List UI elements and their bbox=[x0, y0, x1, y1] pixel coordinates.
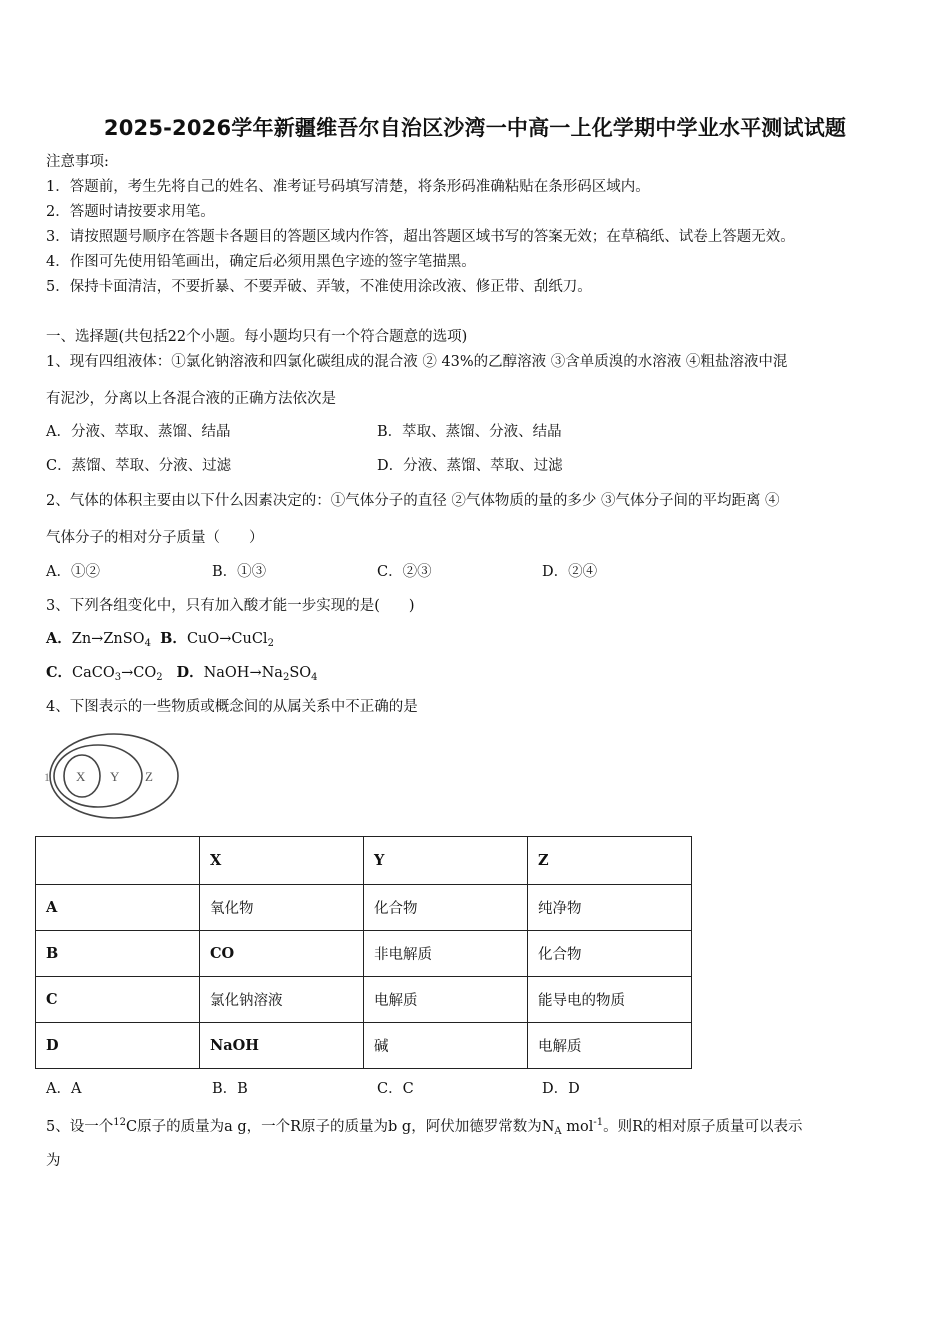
q3-options-ab bbox=[46, 629, 274, 654]
q3-option-c-sub1: 3 bbox=[114, 672, 122, 683]
q1-option-c: C．蒸馏、萃取、分液、过滤 bbox=[46, 458, 232, 474]
q2-stem-line1: 2、气体的体积主要由以下什么因素决定的：①气体分子的直径 ②气体物质的量的多少 ③气体分子间的平均距离 ④ bbox=[46, 493, 780, 509]
table-cell: 氧化物 bbox=[200, 885, 364, 931]
q3-option-c-label: C． bbox=[46, 664, 73, 681]
q4-option-c: C．C bbox=[377, 1081, 414, 1097]
q3-option-c-sub2: 2 bbox=[156, 672, 163, 683]
q3-option-c-text1: CaCO bbox=[72, 665, 115, 681]
venn-label-x: X bbox=[76, 769, 86, 784]
q5-text-2: C原子的质量为a g，一个R原子的质量为b g，阿伏加德罗常数为N bbox=[125, 1119, 555, 1135]
q5-text-4: 。则R的相对原子质量可以表示 bbox=[603, 1119, 803, 1135]
q4-option-d: D．D bbox=[542, 1081, 580, 1097]
table-cell: A bbox=[36, 885, 200, 931]
q4-option-b: B．B bbox=[212, 1081, 248, 1097]
note-item-4: 4．作图可先使用铅笔画出，确定后必须用黑色字迹的签字笔描黑。 bbox=[46, 254, 476, 270]
q2-option-b: B．①③ bbox=[212, 564, 267, 580]
table-header-y: Y bbox=[364, 837, 528, 885]
table-cell: B bbox=[36, 931, 200, 977]
table-cell: 纯净物 bbox=[528, 885, 692, 931]
table-cell: 氯化钠溶液 bbox=[200, 977, 364, 1023]
q4-stem: 4、下图表示的一些物质或概念间的从属关系中不正确的是 bbox=[46, 699, 418, 715]
table-row bbox=[36, 1023, 692, 1069]
q5-stem-line2: 为 bbox=[46, 1153, 61, 1169]
table-row bbox=[36, 977, 692, 1023]
q2-stem-line2: 气体分子的相对分子质量（ ） bbox=[46, 530, 264, 546]
table-cell: 电解质 bbox=[528, 1023, 692, 1069]
q3-stem: 3、下列各组变化中，只有加入酸才能一步实现的是( ) bbox=[46, 598, 415, 614]
q2-option-a: A．①② bbox=[46, 564, 100, 580]
table-cell bbox=[36, 837, 200, 885]
q1-option-b: B．萃取、蒸馏、分液、结晶 bbox=[377, 424, 562, 440]
q3-option-d-text1: NaOH→Na bbox=[203, 665, 283, 681]
table-row bbox=[36, 931, 692, 977]
table-header-x: X bbox=[200, 837, 364, 885]
table-cell: CO bbox=[200, 931, 364, 977]
q5-sub-a: A bbox=[554, 1126, 562, 1137]
venn-stray-mark: 1 bbox=[44, 770, 50, 784]
q2-option-c: C．②③ bbox=[377, 564, 432, 580]
table-cell: D bbox=[36, 1023, 200, 1069]
q5-text-1: 5、设一个 bbox=[46, 1119, 114, 1135]
q3-option-d-label: D． bbox=[176, 664, 204, 681]
table-cell: C bbox=[36, 977, 200, 1023]
q3-option-a-text: Zn→ZnSO bbox=[71, 631, 145, 647]
q1-option-a: A．分液、萃取、蒸馏、结晶 bbox=[46, 424, 231, 440]
table-cell: 碱 bbox=[364, 1023, 528, 1069]
q5-text-3: mol bbox=[561, 1119, 594, 1135]
table-row bbox=[36, 837, 692, 885]
venn-diagram bbox=[42, 730, 187, 822]
q3-option-a-sub: 4 bbox=[144, 638, 151, 649]
note-item-5: 5．保持卡面清洁，不要折暴、不要弄破、弄皱，不准使用涂改液、修正带、刮纸刀。 bbox=[46, 279, 592, 295]
table-header-z: Z bbox=[528, 837, 692, 885]
q3-option-d-sub2: 4 bbox=[311, 672, 318, 683]
q1-stem-line2: 有泥沙，分离以上各混合液的正确方法依次是 bbox=[46, 391, 336, 407]
table-cell: 非电解质 bbox=[364, 931, 528, 977]
q3-option-d-sub1: 2 bbox=[282, 672, 290, 683]
q3-option-b-label: B． bbox=[160, 630, 187, 647]
table-cell: 化合物 bbox=[364, 885, 528, 931]
q3-option-a-label: A． bbox=[46, 630, 72, 647]
table-cell: 能导电的物质 bbox=[528, 977, 692, 1023]
q4-option-a: A．A bbox=[46, 1081, 82, 1097]
venn-ellipse-y bbox=[54, 745, 142, 807]
note-item-3: 3．请按照题号顺序在答题卡各题目的答题区域内作答，超出答题区域书写的答案无效；在草稿纸、试卷上答题无效。 bbox=[46, 229, 795, 245]
table-row bbox=[36, 885, 692, 931]
section-heading: 一、选择题(共包括22个小题。每小题均只有一个符合题意的选项) bbox=[46, 329, 468, 345]
q3-option-d-text2: SO bbox=[289, 665, 312, 681]
q4-table bbox=[35, 836, 692, 1069]
table-cell: 电解质 bbox=[364, 977, 528, 1023]
note-item-1: 1．答题前，考生先将自己的姓名、准考证号码填写清楚，将条形码准确粘贴在条形码区域内。 bbox=[46, 179, 650, 195]
q3-option-c-text2: →CO bbox=[121, 665, 157, 681]
note-item-2: 2．答题时请按要求用笔。 bbox=[46, 204, 215, 220]
page-title: 2025-2026学年新疆维吾尔自治区沙湾一中高一上化学期中学业水平测试试题 bbox=[103, 116, 847, 140]
notes-heading: 注意事项: bbox=[46, 154, 109, 170]
q1-stem-line1: 1、现有四组液体：①氯化钠溶液和四氯化碳组成的混合液 ② 43%的乙醇溶液 ③含单质溴的水溶液 ④粗盐溶液中混 bbox=[46, 354, 788, 370]
q3-option-b-text: CuO→CuCl bbox=[186, 631, 268, 647]
table-cell: 化合物 bbox=[528, 931, 692, 977]
q5-stem-line1 bbox=[46, 1113, 803, 1142]
venn-label-y: Y bbox=[110, 769, 120, 784]
q3-options-cd bbox=[46, 663, 318, 688]
q5-sup-12: 12 bbox=[113, 1117, 126, 1128]
q3-option-b-sub: 2 bbox=[267, 638, 274, 649]
q1-option-d: D．分液、蒸馏、萃取、过滤 bbox=[377, 458, 563, 474]
q5-sup-minus1: -1 bbox=[593, 1117, 604, 1128]
venn-label-z: Z bbox=[145, 769, 153, 784]
table-cell: NaOH bbox=[200, 1023, 364, 1069]
q2-option-d: D．②④ bbox=[542, 564, 598, 580]
